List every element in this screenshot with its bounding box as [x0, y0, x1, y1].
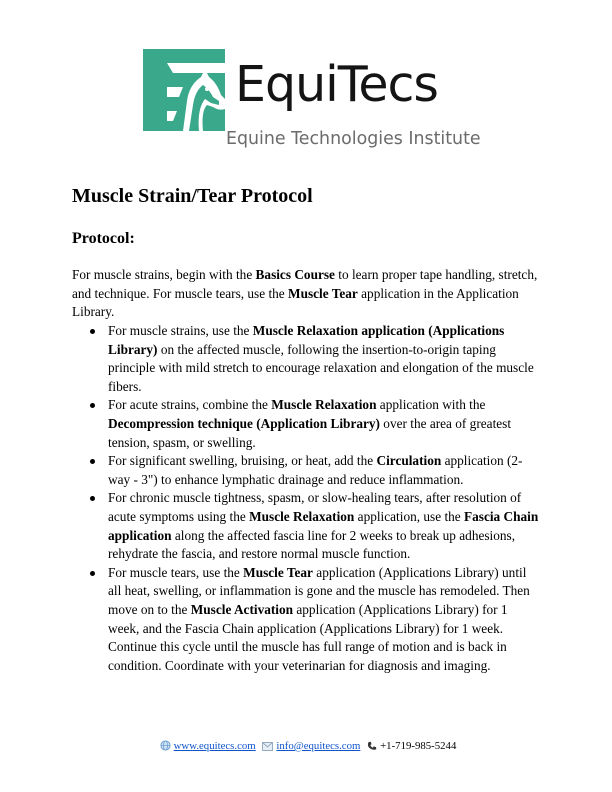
document-title: Muscle Strain/Tear Protocol: [72, 185, 313, 207]
bold-term: Fascia Chain application: [108, 508, 539, 543]
list-item: For acute strains, combine the Muscle Relaxation application with the Decompression technique (Application Library) over the area of greatest tension, spasm, or swelling.: [72, 396, 540, 452]
email-icon: [262, 742, 273, 751]
bold-term: Muscle Relaxation: [271, 397, 377, 413]
phone-icon: [367, 741, 377, 751]
globe-icon: [160, 740, 171, 751]
bold-term: Muscle Relaxation application (Applications Library): [108, 323, 505, 357]
list-item: For muscle strains, use the Muscle Relaxation application (Applications Library) on the affected muscle, following the insertion-to-origin taping principle with mild stretch to encourage relaxation and elongation of the muscle fibers.: [72, 322, 540, 396]
horse-e-logo-mark: [143, 49, 225, 131]
bold-term: Muscle Relaxation: [249, 508, 355, 524]
bold-term: Decompression technique (Application Library): [108, 415, 380, 431]
section-heading: Protocol:: [72, 230, 135, 247]
protocol-list: [72, 322, 540, 675]
logo-wordmark: EquiTecs: [235, 56, 438, 113]
bold-term: Basics Course: [255, 267, 335, 282]
list-item: For significant swelling, bruising, or heat, add the Circulation application (2-way - 3") to enhance lymphatic drainage and reduce inflammation.: [72, 452, 540, 489]
list-item: For chronic muscle tightness, spasm, or slow-healing tears, after resolution of acute symptoms using the Muscle Relaxation application, use the Fascia Chain application along the affected fascia line for 2 weeks to break up adhesions, rehydrate the fascia, and restore normal muscle function.: [72, 489, 540, 563]
contact-footer: [0, 740, 612, 752]
equitecs-logo: [143, 49, 483, 159]
phone-number: +1-719-985-5244: [380, 740, 457, 752]
email-link[interactable]: info@equitecs.com: [276, 740, 361, 752]
bold-term: Muscle Tear: [288, 285, 358, 301]
bold-term: Muscle Tear: [243, 564, 313, 580]
bold-term: Muscle Activation: [190, 601, 294, 617]
logo-tagline: Equine Technologies Institute: [226, 129, 481, 149]
list-item: For muscle tears, use the Muscle Tear application (Applications Library) until all heat, swelling, or inflammation is gone and the muscle has remodeled. Then move on to the Muscle Activation application (Applications Library) for 1 week, and the Fascia Chain application (Applications Library) for 1 week. Continue this cycle until the muscle has full range of motion and is back in condition. Coordinate with your veterinarian for diagnosis and imaging.: [72, 564, 540, 676]
website-link[interactable]: www.equitecs.com: [173, 740, 256, 752]
intro-paragraph: For muscle strains, begin with the Basics Course to learn proper tape handling, stretch, and technique. For muscle tears, use the Muscle Tear application in the Application Library.: [72, 267, 538, 320]
bold-term: Circulation: [376, 453, 442, 469]
